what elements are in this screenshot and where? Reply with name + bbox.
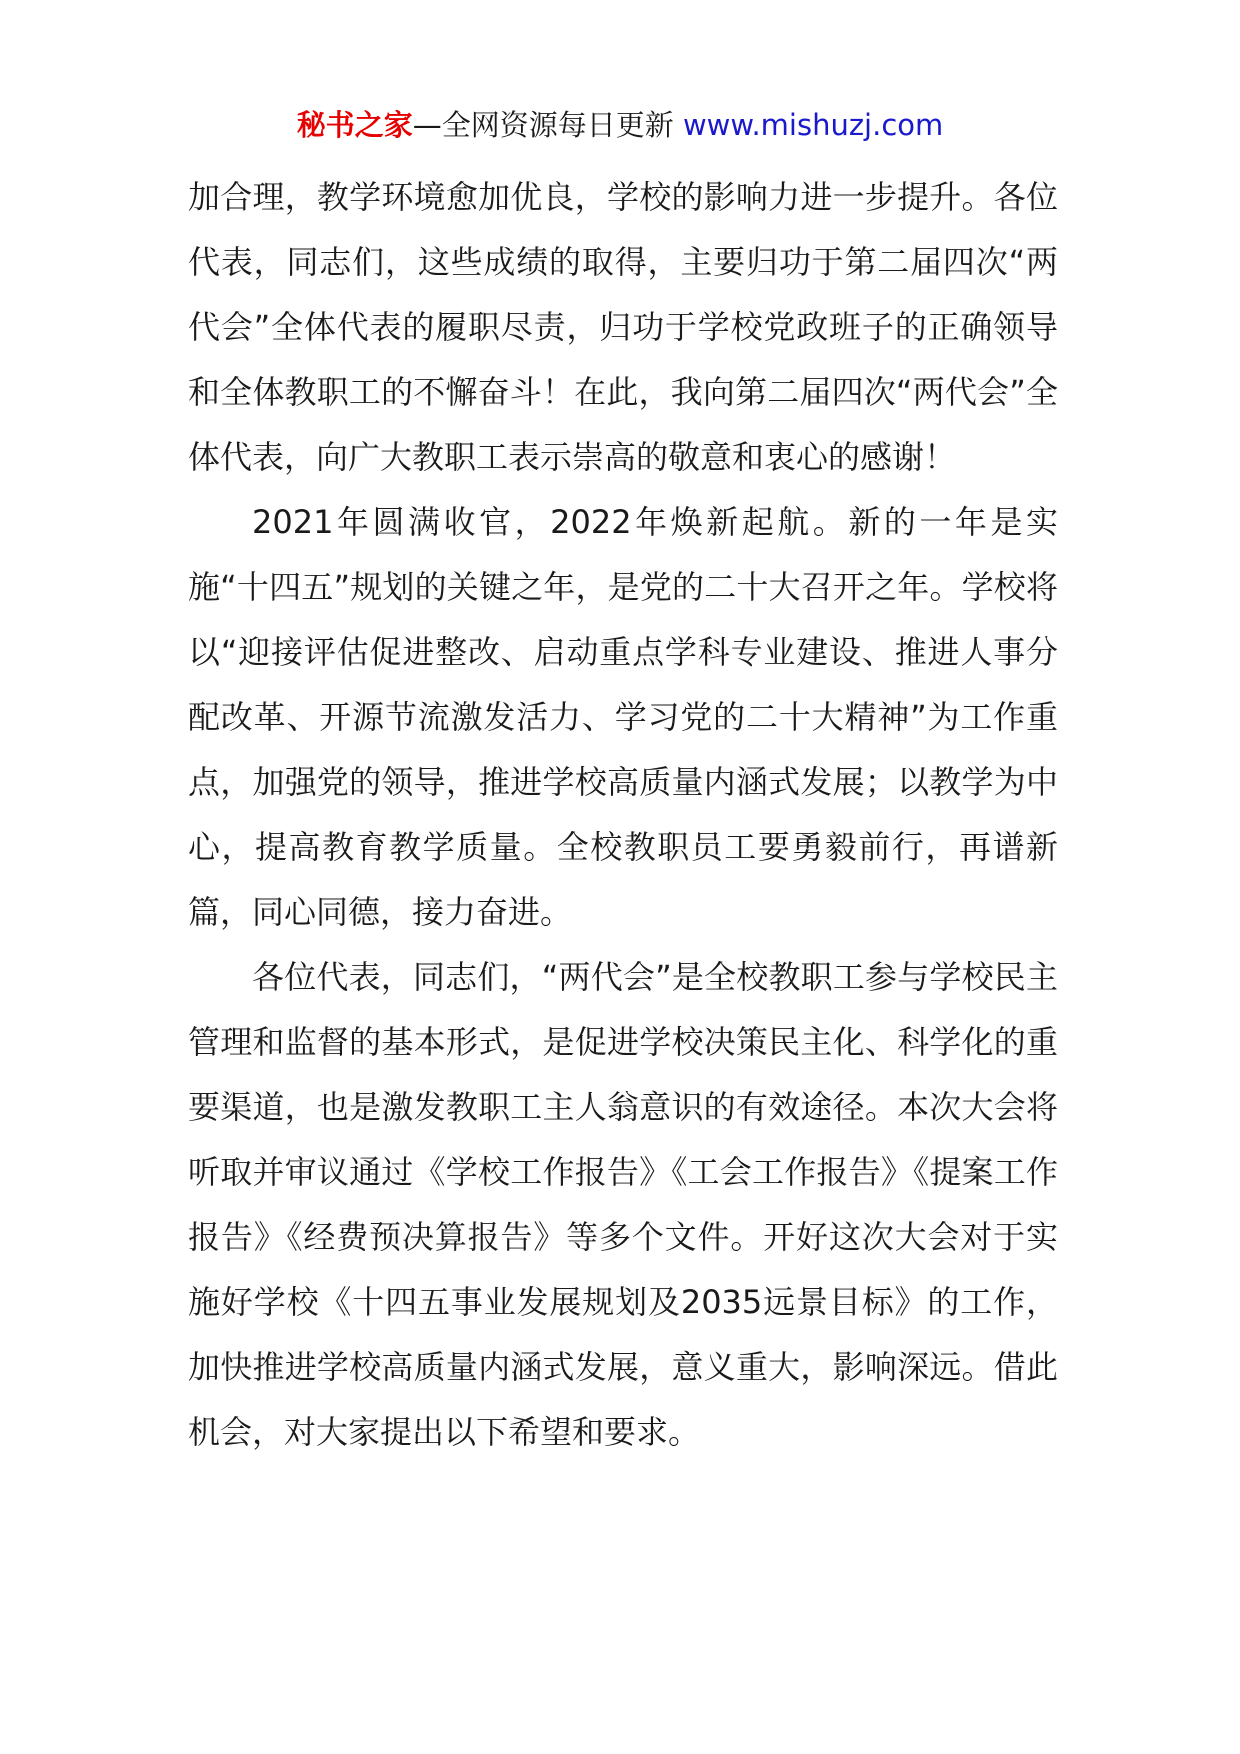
page-header	[0, 100, 1240, 150]
header-tagline: —全网资源每日更新	[412, 108, 674, 142]
brand-name: 秘书之家	[296, 108, 413, 142]
document-body	[188, 165, 1058, 1465]
website-link[interactable]: www.mishuzj.com	[673, 108, 944, 142]
paragraph-2: 2021年圆满收官，2022年焕新起航。新的一年是实施“十四五”规划的关键之年，是党的二十大召开之年。学校将以“迎接评估促进整改、启动重点学科专业建设、推进人事分配改革、开源节流激发活力、学习党的二十大精神”为工作重点，加强党的领导，推进学校高质量内涵式发展；以教学为中心，提高教育教学质量。全校教职员工要勇毅前行，再谱新篇，同心同德，接力奋进。	[188, 503, 1058, 931]
paragraph-1: 加合理，教学环境愈加优良，学校的影响力进一步提升。各位代表，同志们，这些成绩的取得，主要归功于第二届四次“两代会”全体代表的履职尽责，归功于学校党政班子的正确领导和全体教职工的不懈奋斗！在此，我向第二届四次“两代会”全体代表，向广大教职工表示崇高的敬意和衷心的感谢！	[188, 178, 1058, 476]
paragraph-3: 各位代表，同志们，“两代会”是全校教职工参与学校民主管理和监督的基本形式，是促进学校决策民主化、科学化的重要渠道，也是激发教职工主人翁意识的有效途径。本次大会将听取并审议通过《学校工作报告》《工会工作报告》《提案工作报告》《经费预决算报告》等多个文件。开好这次大会对于实施好学校《十四五事业发展规划及2035远景目标》的工作，加快推进学校高质量内涵式发展，意义重大，影响深远。借此机会，对大家提出以下希望和要求。	[188, 958, 1058, 1451]
